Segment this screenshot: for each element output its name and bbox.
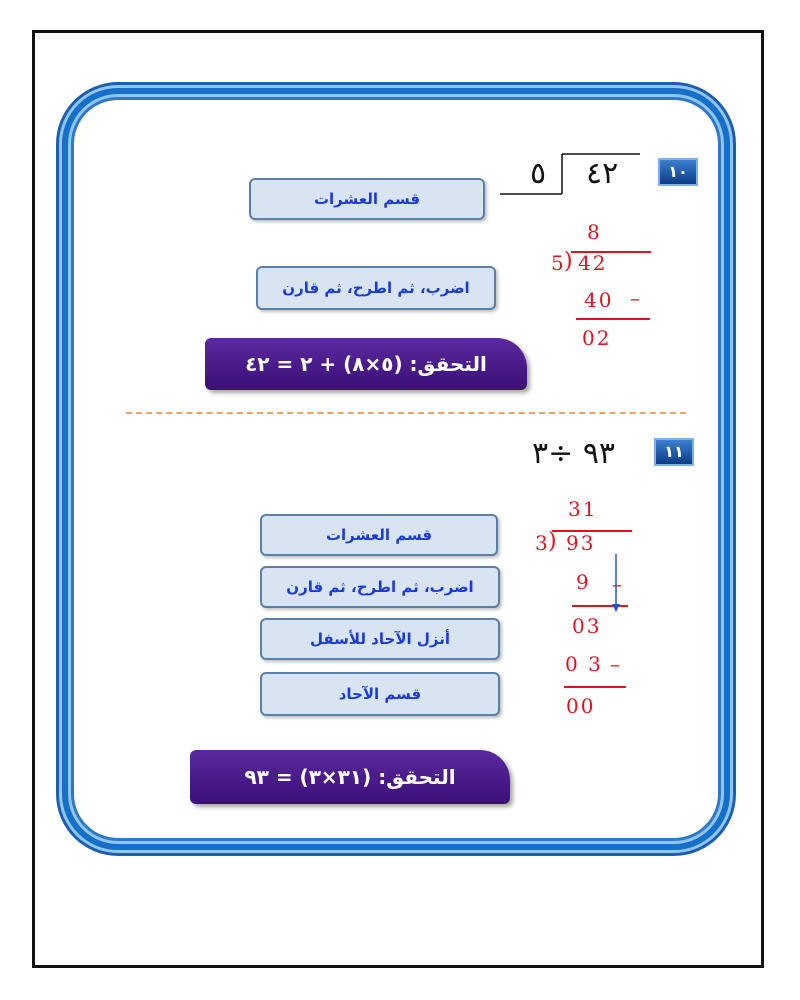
remainder: 02 [582,326,612,350]
dividend: 93 [566,531,596,555]
minus-sign: – [630,286,642,310]
step-divide-tens: قسم العشرات [260,514,498,556]
product-2: 0 3 [565,652,603,676]
subtraction-bar [576,318,650,320]
quotient: 31 [568,497,598,521]
subtraction-bar-2 [564,686,626,688]
bracket-symbol: ) [548,529,559,554]
step-divide-ones: قسم الآحاد [260,672,500,716]
divisor: 5 [551,251,566,275]
product-1: 9 [576,570,591,594]
divisor: 3 [535,531,550,555]
section-divider [126,412,686,414]
quotient: 8 [587,220,602,244]
step-bring-down-ones: أنزل الآحاد للأسفل [260,618,500,660]
step-multiply-subtract-compare: اضرب، ثم اطرح، ثم قارن [256,266,496,310]
long-division-bracket [500,148,645,198]
dividend: 42 [578,251,608,275]
problem-11-badge: ١١ [654,438,694,466]
step-multiply-subtract-compare: اضرب، ثم اطرح، ثم قارن [260,566,500,608]
minus-sign-1: – [612,572,624,596]
bring-down-value: 03 [572,614,602,638]
minus-sign-2: – [610,652,622,676]
bracket-symbol: ) [564,249,575,274]
product: 40 [584,288,614,312]
remainder: 00 [566,694,596,718]
problem-11-expression: ٩٣ ÷٣ [532,436,616,471]
problem-10-badge: ١٠ [658,158,698,186]
check-box-10: التحقق: (٥×٨) + ٢ = ٤٢ [205,338,527,390]
bring-down-arrow-icon [608,552,624,616]
problem-10-dividend: ٤٢ [586,156,619,191]
step-divide-tens: قسم العشرات [249,178,485,220]
problem-10-divisor: ٥ [530,156,547,191]
check-box-11: التحقق: (٣١×٣) = ٩٣ [190,750,510,804]
